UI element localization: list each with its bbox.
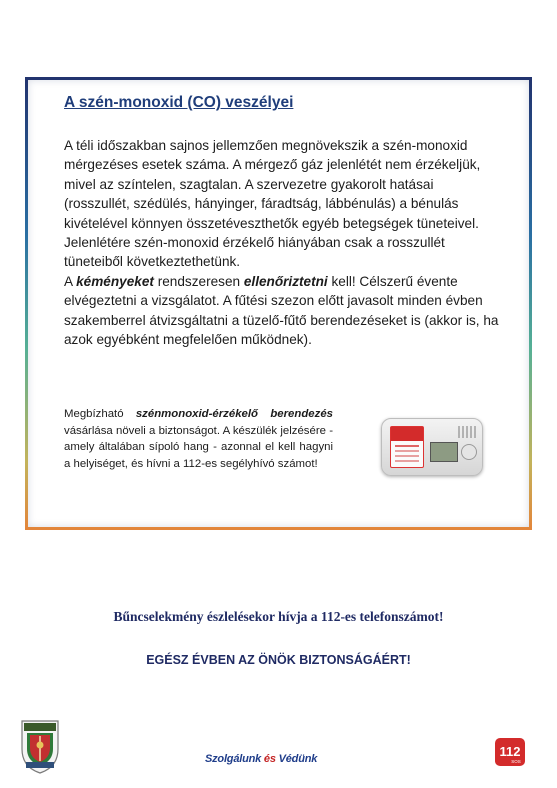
text-run: vásárlása növeli a biztonságot. A készülék jelzésére - amely általában sípoló hang - azonnal el kell hagyni a helyiséget, és hívni a 112-es segélyhívó számot! [64,424,333,470]
emphasis-detector: szénmonoxid-érzékelő berendezés [135,408,333,420]
detector-speaker-grille [458,426,476,438]
footer-crime-report-line: Bűncselekmény észlelésekor hívja a 112-es telefonszámot! [113,609,444,624]
slogan-and: és [263,753,276,765]
article-body [64,136,500,349]
emergency-112-icon [494,737,526,767]
svg-text:112: 112 [499,744,521,759]
slogan-part2: Védünk [275,753,318,765]
svg-text:SOS: SOS [511,759,521,764]
detector-label-lines [395,445,419,447]
detector-label-stripe [391,427,423,441]
article-title: A szén-monoxid (CO) veszélyei [64,94,294,111]
info-panel [28,80,529,527]
emphasis-chimneys: kéményeket [76,273,154,289]
paragraph-chimney [64,272,500,350]
text-run: Megbízható [64,408,136,420]
text-run: A [64,273,77,289]
emphasis-inspect: ellenőriztetni [243,273,328,289]
paragraph-co-dangers: A téli időszakban sajnos jellemzően megnövekszik a szén-monoxid mérgezéses esetek száma. A mérgező gáz jelenlétét nem érzékeljük, mivel az színtelen, szagtalan. A szervezetre gyakorolt hatásai (rosszullét, szédülés, hányinger, fáradtság, lábbénulás) a bénulás kivételével könnyen összetéveszthetők egyéb betegségek tüneteivel. Jelenlétére szén-monoxid érzékelő hiányában csak a rosszullét tüneteiből következtethetünk. [64,138,481,270]
text-run: kell! Célszerű évente elvégeztetni a vizsgálatot. A fűtési szezon előtt javasolt minden évben szakemberrel átvizsgáltatni a tüzelő-fűtő berendezéseket is (akkor is, ha azok egyébként megfelelően működnek). [64,273,499,348]
police-slogan [205,753,317,765]
detector-test-button [461,444,477,460]
footer-slogan-line: EGÉSZ ÉVBEN AZ ÖNÖK BIZTONSÁGÁÉRT! [146,653,411,667]
detector-warning-label [390,426,424,468]
police-badge-icon [18,715,62,775]
co-detector-image [381,418,483,476]
detector-display [430,442,458,462]
detector-advice [64,406,333,472]
text-run: rendszeresen [153,273,244,289]
info-frame [25,77,532,530]
slogan-part1: Szolgálunk [205,753,264,765]
